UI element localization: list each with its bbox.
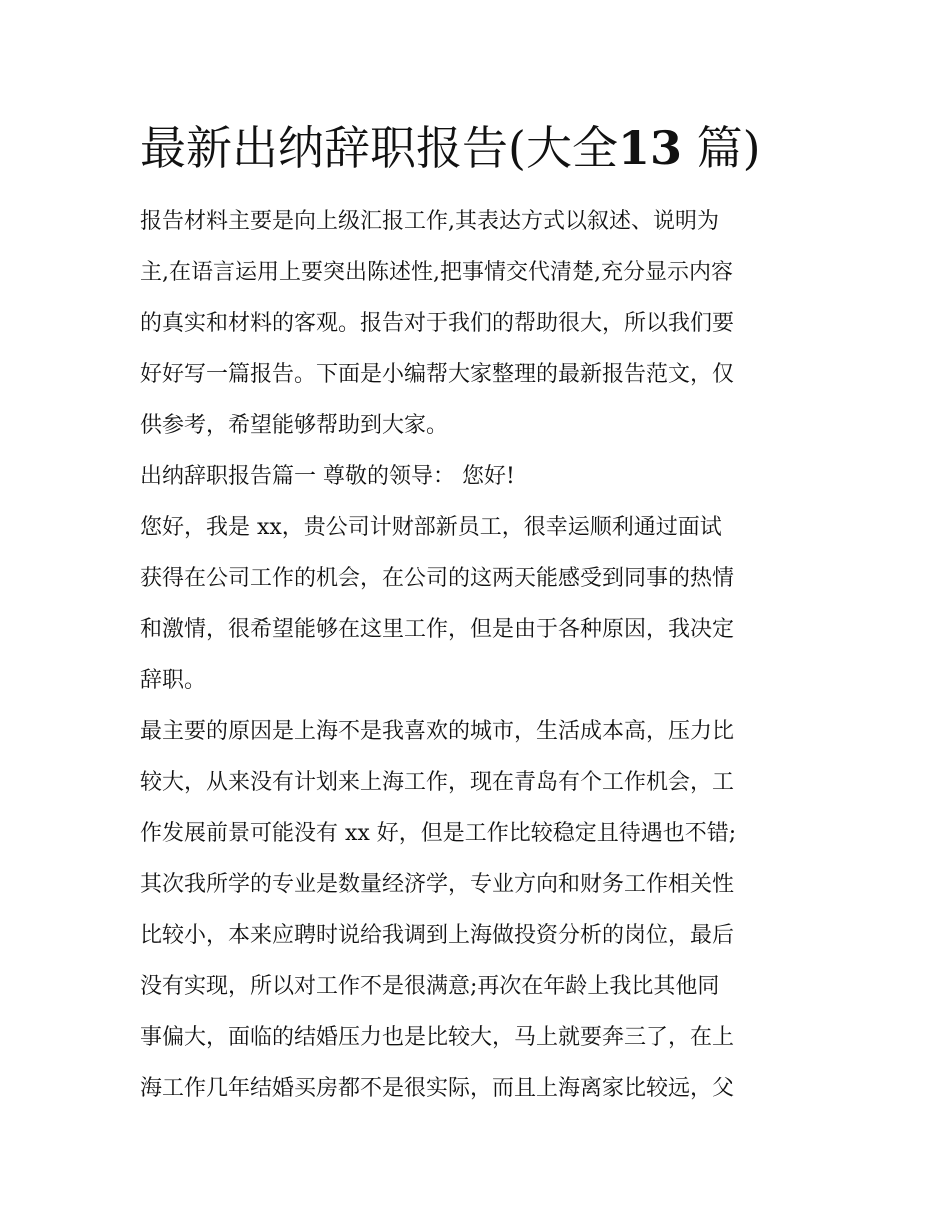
body-line: 的真实和材料的客观。报告对于我们的帮助很大，所以我们要 xyxy=(140,311,735,336)
body-line: 好好写一篇报告。下面是小编帮大家整理的最新报告范文，仅 xyxy=(140,362,735,387)
section-heading: 出纳辞职报告篇一 尊敬的领导： 您好! xyxy=(140,464,515,489)
body-line: 供参考，希望能够帮助到大家。 xyxy=(140,413,449,438)
body-line: 辞职。 xyxy=(140,668,207,693)
body-line: 作发展前景可能没有 xx 好，但是工作比较稳定且待遇也不错; xyxy=(140,821,737,846)
document-body xyxy=(140,196,812,1114)
body-line: 获得在公司工作的机会，在公司的这两天能感受到同事的热情 xyxy=(140,566,735,591)
body-line: 比较小，本来应聘时说给我调到上海做投资分析的岗位，最后 xyxy=(140,923,735,948)
title-prefix: 最新出纳辞职报告(大全 xyxy=(140,121,618,175)
body-line: 您好，我是 xx，贵公司计财部新员工，很幸运顺利通过面试 xyxy=(140,515,722,540)
body-line: 最主要的原因是上海不是我喜欢的城市，生活成本高，压力比 xyxy=(140,719,735,744)
body-line: 海工作几年结婚买房都不是很实际，而且上海离家比较远，父 xyxy=(140,1076,735,1101)
body-line: 报告材料主要是向上级汇报工作,其表达方式以叙述、说明为 xyxy=(140,209,719,234)
body-line: 主,在语言运用上要突出陈述性,把事情交代清楚,充分显示内容 xyxy=(140,260,733,285)
title-number: 13 xyxy=(617,121,682,175)
body-line: 和激情，很希望能够在这里工作，但是由于各种原因，我决定 xyxy=(140,617,735,642)
document-title xyxy=(140,118,761,178)
body-line: 较大，从来没有计划来上海工作，现在青岛有个工作机会，工 xyxy=(140,770,735,795)
title-suffix: 篇) xyxy=(696,121,761,175)
body-line: 事偏大，面临的结婚压力也是比较大，马上就要奔三了，在上 xyxy=(140,1025,735,1050)
body-line: 其次我所学的专业是数量经济学，专业方向和财务工作相关性 xyxy=(140,872,735,897)
body-line: 没有实现，所以对工作不是很满意;再次在年龄上我比其他同 xyxy=(140,974,720,999)
